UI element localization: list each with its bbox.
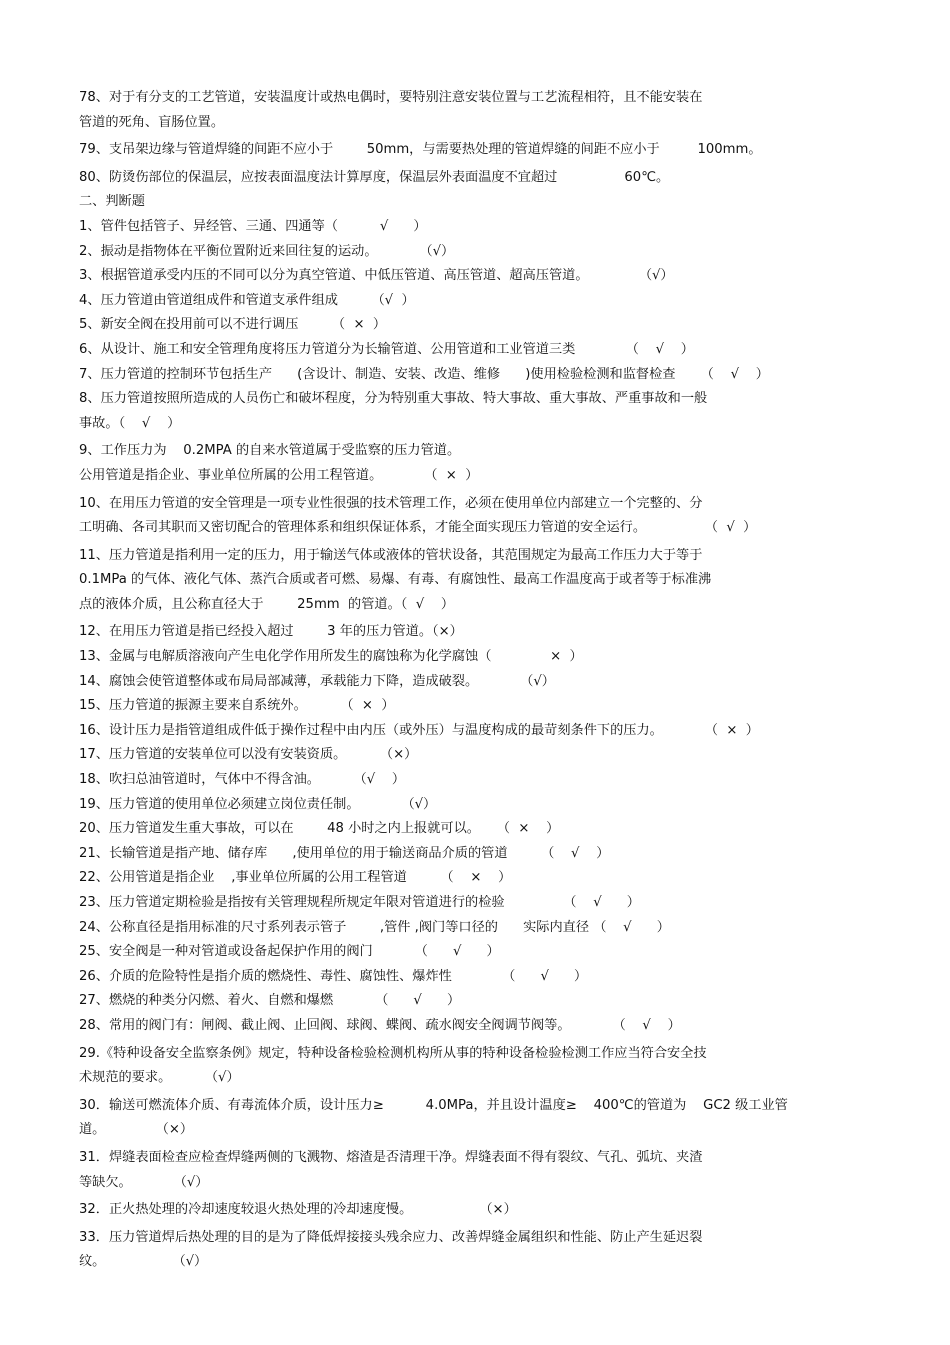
text-line: 79、支吊架边缘与管道焊缝的间距不应小于 50mm，与需要热处理的管道焊缝的间距不应小于 100mm。	[79, 142, 762, 158]
text-line: 事故。（ √ ）	[79, 415, 181, 431]
text-line: 17、压力管道的安装单位可以没有安装资质。 （×）	[79, 747, 418, 763]
text-line: 2、振动是指物体在平衡位置附近来回往复的运动。 （√）	[79, 243, 455, 259]
text-line: 0.1MPa 的气体、液化气体、蒸汽合质或者可燃、易爆、有毒、有腐蚀性、最高工作温度高于或者等于标准沸	[79, 572, 712, 588]
text-line: 14、腐蚀会使管道整体或布局局部减薄，承载能力下降，造成破裂。 （√）	[79, 673, 555, 689]
text-line: 23、压力管道定期检验是指按有关管理规程所规定年限对管道进行的检验 （ √ ）	[79, 895, 640, 910]
text-line: 1、管件包括管子、异经管、三通、四通等（ √ ）	[79, 218, 427, 234]
text-line: 20、压力管道发生重大事故，可以在 48 小时之内上报就可以。 （ × ）	[79, 821, 560, 837]
text-line: 道。 （×）	[79, 1122, 194, 1138]
text-line: 二、判断题	[79, 194, 145, 210]
text-line: 18、吹扫总油管道时，气体中不得含油。 （√ ）	[79, 772, 406, 788]
document-body	[79, 86, 879, 1275]
text-line: 11、压力管道是指利用一定的压力，用于输送气体或液体的管状设备，其范围规定为最高工作压力大于等于	[79, 547, 703, 563]
text-line: 15、压力管道的振源主要来自系统外。 （ × ）	[79, 698, 395, 714]
text-line: 31．焊缝表面检查应检查焊缝两侧的飞溅物、熔渣是否清理干净。焊缝表面不得有裂纹、气孔、弧坑、夹渣	[79, 1149, 703, 1165]
text-line: 点的液体介质，且公称直径大于 25mm 的管道。（ √ ）	[79, 596, 455, 612]
text-line: 32．正火热处理的冷却速度较退火热处理的冷却速度慢。 （×）	[79, 1202, 517, 1218]
text-line: 28、常用的阀门有：闸阀、截止阀、止回阀、球阀、蝶阀、疏水阀安全阀调节阀等。 （ √ ）	[79, 1017, 681, 1033]
text-line: 25、安全阀是一种对管道或设备起保护作用的阀门 （ √ ）	[79, 944, 500, 960]
text-line: 19、压力管道的使用单位必须建立岗位责任制。 （√）	[79, 796, 437, 812]
text-line: 27、燃烧的种类分闪燃、着火、自燃和爆燃 （ √ ）	[79, 993, 461, 1009]
text-line: 21、长输管道是指产地、储存库 ,使用单位的用于输送商品介质的管道 （ √ ）	[79, 845, 610, 861]
text-line: 26、介质的危险特性是指介质的燃烧性、毒性、腐蚀性、爆炸性 （ √ ）	[79, 968, 588, 984]
text-line: 10、在用压力管道的安全管理是一项专业性很强的技术管理工作，必须在使用单位内部建立一个完整的、分	[79, 495, 703, 511]
text-line: 22、公用管道是指企业 ,事业单位所属的公用工程管道 （ × ）	[79, 870, 512, 886]
text-line: 12、在用压力管道是指已经投入超过 3 年的压力管道。（×）	[79, 624, 463, 640]
text-line: 工明确、各司其职而又密切配合的管理体系和组织保证体系，才能全面实现压力管道的安全运行。 （ √ ）	[79, 520, 757, 536]
text-line: 29.《特种设备安全监察条例》规定，特种设备检验检测机构所从事的特种设备检验检测工作应当符合安全技	[79, 1045, 707, 1061]
text-line: 80、防烫伤部位的保温层，应按表面温度法计算厚度，保温层外表面温度不宜超过 60℃。	[79, 169, 670, 185]
text-line: 30．输送可燃流体介质、有毒流体介质，设计压力≥ 4.0MPa，并且设计温度≥ 400℃的管道为 GC2 级工业管	[79, 1097, 788, 1113]
text-line: 16、设计压力是指管道组成件低于操作过程中由内压（或外压）与温度构成的最苛刻条件下的压力。 （ × ）	[79, 722, 759, 738]
text-line: 13、金属与电解质溶液向产生电化学作用所发生的腐蚀称为化学腐蚀（ × ）	[79, 649, 583, 665]
text-line: 4、压力管道由管道组成件和管道支承件组成 （√ ）	[79, 292, 415, 308]
text-line: 5、新安全阀在投用前可以不进行调压 （ × ）	[79, 317, 387, 333]
text-line: 7、压力管道的控制环节包括生产 (含设计、制造、安装、改造、维修 )使用检验检测和监督检查 （ √ ）	[79, 366, 769, 382]
text-line: 78、对于有分支的工艺管道，安装温度计或热电偶时，要特别注意安装位置与工艺流程相符，且不能安装在	[79, 90, 703, 105]
text-line: 公用管道是指企业、事业单位所属的公用工程管道。 （ × ）	[79, 467, 479, 483]
text-line: 术规范的要求。 （√）	[79, 1070, 240, 1086]
text-line: 6、从设计、施工和安全管理角度将压力管道分为长输管道、公用管道和工业管道三类 （ √ ）	[79, 341, 694, 357]
text-line: 纹。 （√）	[79, 1254, 208, 1270]
text-line: 9、工作压力为 0.2MPA 的自来水管道属于受监察的压力管道。	[79, 443, 461, 459]
text-line: 3、根据管道承受内压的不同可以分为真空管道、中低压管道、高压管道、超高压管道。 （√）	[79, 268, 674, 284]
text-line: 8、压力管道按照所造成的人员伤亡和破坏程度，分为特别重大事故、特大事故、重大事故、严重事故和一般	[79, 391, 708, 407]
text-line: 等缺欠。 （√）	[79, 1174, 209, 1190]
text-line: 24、公称直径是指用标准的尺寸系列表示管子 ,管件 ,阀门等口径的 实际内直径 （ √ ）	[79, 919, 670, 935]
text-line: 管道的死角、盲肠位置。	[79, 114, 225, 130]
text-line: 33．压力管道焊后热处理的目的是为了降低焊接接头残余应力、改善焊缝金属组织和性能、防止产生延迟裂	[79, 1229, 703, 1245]
